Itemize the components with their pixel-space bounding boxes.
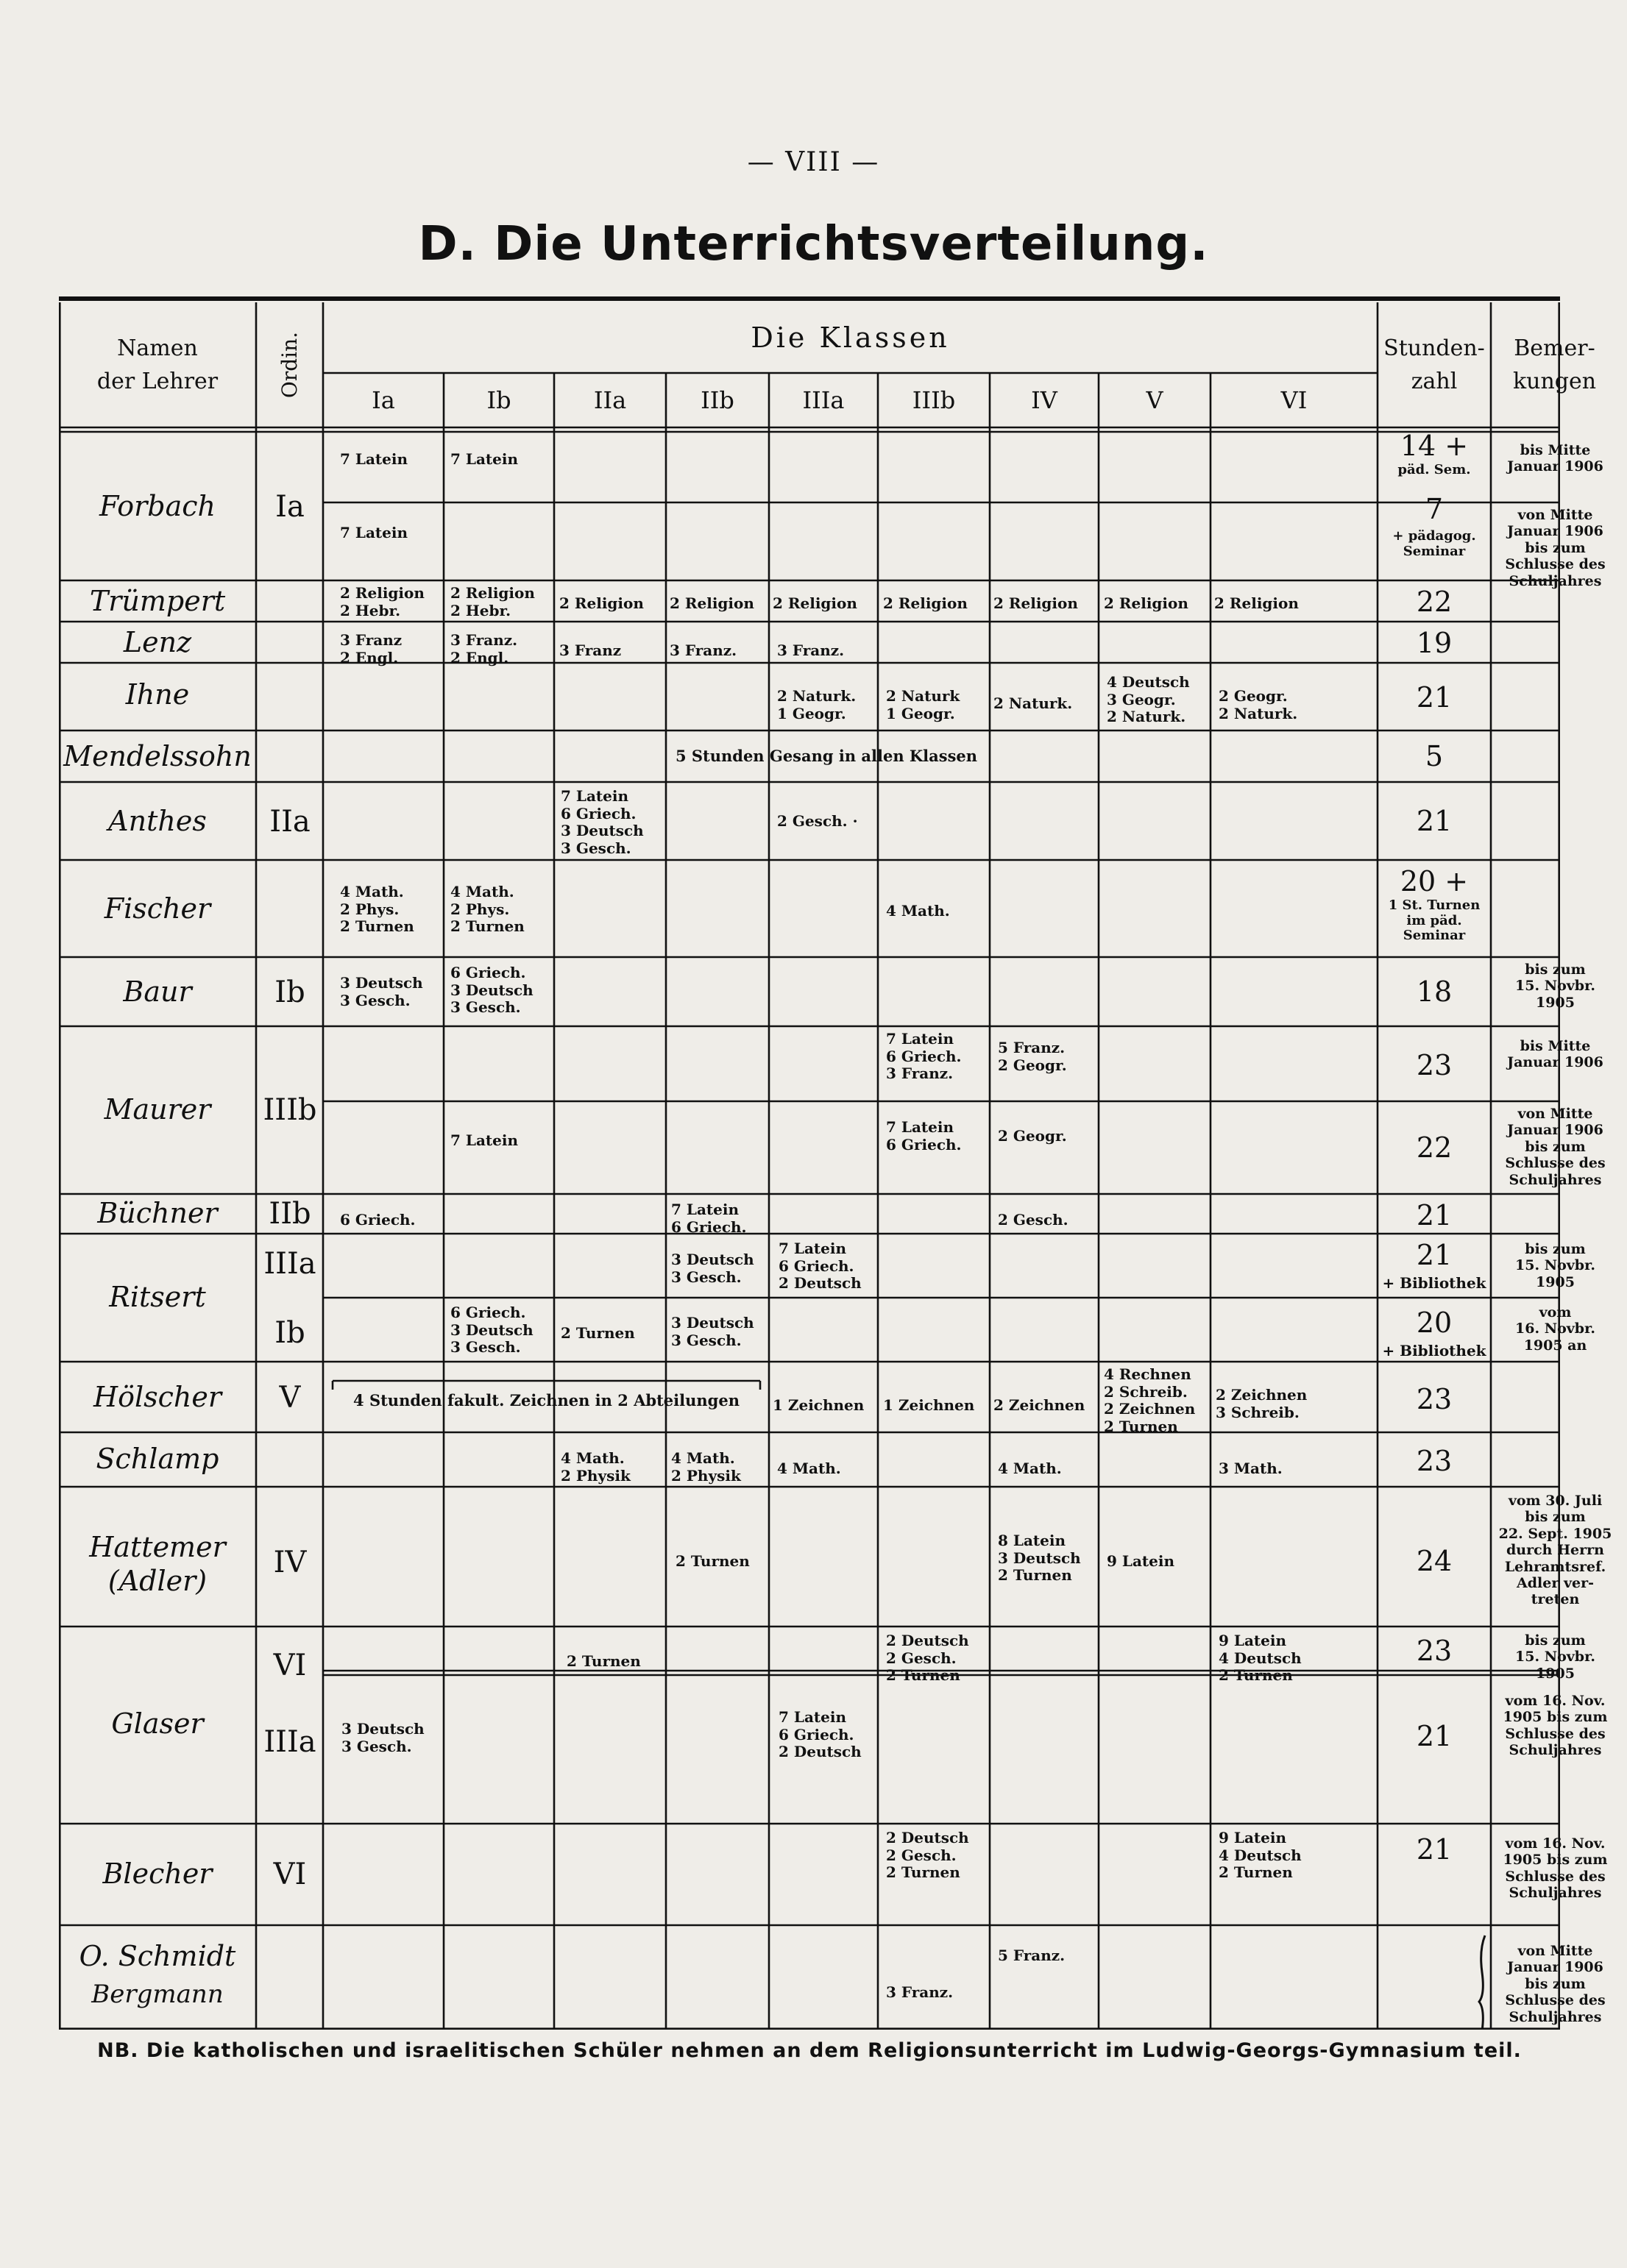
- remark: vom 16. Nov. 1905 bis zum Schlusse des Schuljahres: [1503, 1693, 1608, 1759]
- entry: 2 Turnen: [561, 1324, 635, 1342]
- teacher-name: Ritsert: [109, 1281, 206, 1313]
- hours-total: 7: [1425, 493, 1444, 525]
- ordinarius: Ib: [274, 1316, 305, 1350]
- remark: bis zum 15. Novbr. 1905: [1515, 961, 1595, 1011]
- class-iib: IIb: [701, 386, 734, 414]
- entry: 7 Latein 6 Griech.: [886, 1118, 962, 1153]
- header-teachers: Namen der Lehrer: [96, 335, 219, 394]
- entry: 7 Latein 6 Griech. 3 Franz.: [886, 1030, 962, 1083]
- teacher-name: Blecher: [102, 1858, 213, 1890]
- hours-note: 1 St. Turnen im päd. Seminar: [1388, 897, 1481, 944]
- entry: 3 Franz.: [886, 1983, 954, 2001]
- hours-total: 23: [1416, 1445, 1453, 1477]
- entry: 2 Religion: [1104, 594, 1188, 612]
- hours-total: 21: [1416, 1833, 1453, 1866]
- hours-note: + pädagog. Seminar: [1392, 528, 1476, 559]
- entry: 7 Latein: [340, 524, 408, 541]
- class-iv: IV: [1031, 386, 1057, 414]
- teacher-name: Büchner: [97, 1197, 218, 1229]
- page-number: — VIII —: [747, 147, 880, 177]
- teacher-name: Forbach: [99, 490, 216, 522]
- remark: von Mitte Januar 1906 bis zum Schlusse des Schuljahres: [1505, 1106, 1606, 1188]
- teacher-name: Ihne: [125, 678, 190, 711]
- entry: 7 Latein 6 Griech. 2 Deutsch: [779, 1708, 862, 1761]
- entry: 7 Latein 6 Griech. 3 Deutsch 3 Gesch.: [561, 787, 644, 857]
- hours-total: 20: [1416, 1307, 1453, 1339]
- hours-total: 23: [1416, 1635, 1453, 1667]
- class-vi: VI: [1280, 386, 1308, 414]
- remark: bis Mitte Januar 1906: [1507, 1038, 1603, 1071]
- entry: 4 Math.: [886, 902, 950, 920]
- entry: 4 Math. 2 Phys. 2 Turnen: [450, 883, 525, 936]
- class-iiia: IIIa: [802, 386, 845, 414]
- entry: 4 Math. 2 Physik: [561, 1449, 631, 1485]
- entry: 3 Franz: [559, 641, 622, 659]
- entry: 1 Zeichnen: [883, 1396, 975, 1414]
- teacher-name: Bergmann: [91, 1980, 224, 2009]
- entry: 3 Franz 2 Engl.: [340, 631, 403, 666]
- teacher-name: Mendelssohn: [63, 740, 252, 772]
- entry: 9 Latein: [1107, 1552, 1175, 1570]
- ordinarius: Ib: [274, 975, 305, 1009]
- teacher-name: Fischer: [104, 892, 211, 925]
- ordinarius: IIIa: [263, 1247, 316, 1281]
- top-rule: [59, 296, 1560, 301]
- entry: 1 Zeichnen: [773, 1396, 865, 1414]
- entry: 9 Latein 4 Deutsch 2 Turnen: [1219, 1829, 1302, 1882]
- ordinarius: VI: [273, 1649, 307, 1682]
- entry: 5 Franz.: [998, 1947, 1066, 1964]
- entry-span: 5 Stunden Gesang in allen Klassen: [675, 747, 978, 765]
- entry: 3 Franz.: [670, 641, 737, 659]
- entry: 3 Deutsch 3 Gesch.: [671, 1314, 754, 1349]
- entry: 2 Religion: [670, 594, 754, 612]
- entry: 2 Naturk.: [993, 694, 1073, 712]
- entry: 2 Religion: [773, 594, 857, 612]
- entry: 2 Religion: [883, 594, 968, 612]
- hours-total: 21: [1416, 1199, 1453, 1231]
- header-remarks: Bemer- kungen: [1512, 335, 1597, 394]
- ordinarius: IIa: [269, 805, 311, 839]
- header-classes: Die Klassen: [751, 321, 950, 354]
- entry: 9 Latein 4 Deutsch 2 Turnen: [1219, 1632, 1302, 1685]
- header-hours: Stunden- zahl: [1383, 335, 1485, 394]
- class-v: V: [1146, 386, 1163, 414]
- footnote: NB. Die katholischen und israelitischen Schüler nehmen an dem Religionsunterricht im Ludwig-Georgs-Gymnasium teil.: [97, 2039, 1522, 2062]
- hours-total: 18: [1416, 975, 1453, 1008]
- entry: 3 Math.: [1219, 1460, 1283, 1477]
- entry: 7 Latein: [450, 1131, 519, 1149]
- entry: 6 Griech.: [340, 1211, 416, 1229]
- ordinarius: VI: [273, 1858, 307, 1891]
- entry: 3 Deutsch 3 Gesch.: [341, 1720, 425, 1755]
- hours-total: 22: [1416, 586, 1453, 618]
- page-title: D. Die Unterrichtsverteilung.: [418, 217, 1209, 271]
- entry: 4 Deutsch 3 Geogr. 2 Naturk.: [1107, 673, 1190, 726]
- teacher-name: Anthes: [108, 805, 207, 837]
- teacher-name: Lenz: [123, 626, 192, 658]
- teacher-name: Schlamp: [96, 1443, 219, 1475]
- entry: 3 Franz. 2 Engl.: [450, 631, 518, 666]
- entry: 2 Religion 2 Hebr.: [340, 584, 425, 619]
- entry: 2 Deutsch 2 Gesch. 2 Turnen: [886, 1632, 969, 1685]
- remark: vom 16. Novbr. 1905 an: [1515, 1304, 1595, 1354]
- remark: bis zum 15. Novbr. 1905: [1515, 1632, 1595, 1682]
- entry: 2 Turnen: [567, 1652, 641, 1670]
- entry: 8 Latein 3 Deutsch 2 Turnen: [998, 1532, 1081, 1585]
- hours-total: 24: [1416, 1545, 1453, 1577]
- remark: bis Mitte Januar 1906: [1507, 442, 1603, 475]
- class-ib: Ib: [486, 386, 511, 414]
- remark: von Mitte Januar 1906 bis zum Schlusse des Schuljahres: [1505, 1943, 1606, 2025]
- entry: 5 Franz. 2 Geogr.: [998, 1039, 1067, 1074]
- class-ia: Ia: [372, 386, 395, 414]
- entry: 3 Franz.: [777, 641, 845, 659]
- entry: 2 Religion: [1214, 594, 1299, 612]
- hours-total: 23: [1416, 1049, 1453, 1081]
- teacher-name: Hattemer (Adler): [89, 1531, 226, 1597]
- table-grid: [59, 302, 1560, 2030]
- teacher-name: O. Schmidt: [79, 1940, 236, 1972]
- entry: 7 Latein 6 Griech.: [671, 1201, 747, 1236]
- hours-total: 22: [1416, 1131, 1453, 1164]
- hours-total: 5: [1425, 740, 1444, 772]
- entry: 4 Math. 2 Phys. 2 Turnen: [340, 883, 414, 936]
- entry: 2 Zeichnen: [993, 1396, 1085, 1414]
- class-iia: IIa: [593, 386, 627, 414]
- hours-total: 21: [1416, 1239, 1453, 1271]
- remark: bis zum 15. Novbr. 1905: [1515, 1241, 1595, 1290]
- ordinarius: IIb: [269, 1197, 311, 1231]
- entry: 2 Religion: [559, 594, 644, 612]
- entry: 2 Gesch.: [998, 1211, 1068, 1229]
- hours-total: 21: [1416, 805, 1453, 837]
- ordinarius: V: [279, 1381, 301, 1415]
- entry: 7 Latein: [450, 450, 519, 468]
- hours-note: + Bibliothek: [1382, 1342, 1486, 1359]
- entry: 4 Math.: [998, 1460, 1062, 1477]
- ordinarius: IV: [273, 1546, 307, 1579]
- entry: 2 Gesch. ·: [777, 812, 858, 830]
- ordinarius: IIIa: [263, 1725, 316, 1759]
- hours-total: 14 +: [1400, 430, 1469, 462]
- entry: 2 Deutsch 2 Gesch. 2 Turnen: [886, 1829, 969, 1882]
- entry: 2 Religion: [993, 594, 1078, 612]
- remark: vom 16. Nov. 1905 bis zum Schlusse des Schuljahres: [1503, 1835, 1608, 1902]
- entry-span: 4 Stunden fakult. Zeichnen in 2 Abteilungen: [353, 1391, 740, 1409]
- teacher-name: Baur: [123, 975, 192, 1008]
- entry: 2 Turnen: [676, 1552, 750, 1570]
- distribution-table: [59, 302, 1612, 2030]
- hours-note: päd. Sem.: [1397, 462, 1471, 477]
- remark: von Mitte Januar 1906 bis zum Schlusse des Schuljahres: [1505, 507, 1606, 589]
- hours-note: + Bibliothek: [1382, 1274, 1486, 1292]
- hours-total: 23: [1416, 1383, 1453, 1415]
- teacher-name: Hölscher: [93, 1381, 222, 1413]
- teacher-name: Trümpert: [89, 585, 226, 617]
- teacher-name: Maurer: [104, 1093, 211, 1126]
- entry: 2 Geogr.: [998, 1127, 1067, 1145]
- entry: 3 Deutsch 3 Gesch.: [671, 1251, 754, 1286]
- entry: 4 Rechnen 2 Schreib. 2 Zeichnen 2 Turnen: [1104, 1365, 1196, 1435]
- ordinarius: Ia: [275, 490, 305, 524]
- hours-total: 20 +: [1400, 865, 1469, 897]
- hours-total: 21: [1416, 681, 1453, 714]
- hours-total: 21: [1416, 1720, 1453, 1752]
- entry: 2 Naturk 1 Geogr.: [886, 687, 960, 722]
- teacher-name: Glaser: [111, 1707, 204, 1740]
- entry: 7 Latein: [340, 450, 408, 468]
- entry: 2 Geogr. 2 Naturk.: [1219, 687, 1298, 722]
- hours-total: 19: [1416, 627, 1453, 659]
- entry: 6 Griech. 3 Deutsch 3 Gesch.: [450, 964, 534, 1017]
- entry: 4 Math.: [777, 1460, 841, 1477]
- entry: 6 Griech. 3 Deutsch 3 Gesch.: [450, 1304, 534, 1357]
- class-iiib: IIIb: [912, 386, 956, 414]
- entry: 4 Math. 2 Physik: [671, 1449, 741, 1485]
- entry: 2 Religion 2 Hebr.: [450, 584, 535, 619]
- ordinarius: IIIb: [263, 1093, 317, 1127]
- entry: 2 Naturk. 1 Geogr.: [777, 687, 857, 722]
- entry: 2 Zeichnen 3 Schreib.: [1216, 1386, 1308, 1421]
- remark: vom 30. Juli bis zum 22. Sept. 1905 durch Herrn Lehramtsref. Adler ver- treten: [1498, 1493, 1612, 1608]
- header-ordinarius: Ordin.: [277, 331, 302, 399]
- entry: 7 Latein 6 Griech. 2 Deutsch: [779, 1240, 862, 1293]
- entry: 3 Deutsch 3 Gesch.: [340, 974, 423, 1009]
